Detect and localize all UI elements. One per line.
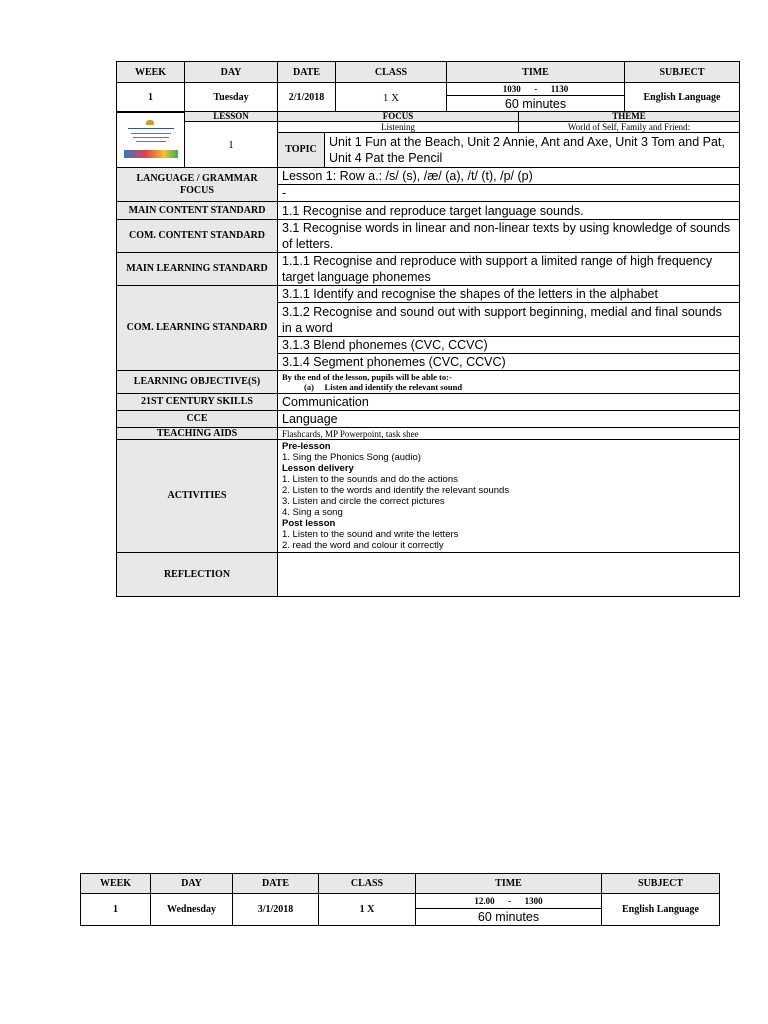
- date-header: DATE: [278, 62, 336, 83]
- theme-value: World of Self, Family and Friend:: [519, 122, 740, 133]
- com-content-standard-label: COM. CONTENT STANDARD: [117, 220, 278, 253]
- class-header: CLASS: [319, 874, 416, 894]
- reflection-value[interactable]: [278, 553, 740, 597]
- time-header: TIME: [416, 874, 602, 894]
- century-skills-label: 21ST CENTURY SKILLS: [117, 394, 278, 411]
- date-value: 3/1/2018: [233, 894, 319, 926]
- activities-post-heading: Post lesson: [282, 518, 336, 529]
- activities-label: ACTIVITIES: [117, 440, 278, 553]
- main-learning-standard-value: 1.1.1 Recognise and reproduce with support a limited range of high frequency target language phonemes: [278, 253, 740, 286]
- learning-objective-intro: By the end of the lesson, pupils will be able to:-: [282, 372, 452, 382]
- time-range: [416, 894, 602, 909]
- com-learning-standard-item: 3.1.1 Identify and recognise the shapes of the letters in the alphabet: [278, 286, 740, 303]
- school-logo: [117, 112, 185, 168]
- lesson1-header-table: [116, 61, 740, 113]
- activity-item: 1. Listen to the sound and write the letters: [282, 529, 459, 540]
- activities-delivery-heading: Lesson delivery: [282, 463, 354, 474]
- lesson1-body-table: [116, 111, 740, 597]
- activity-item: 1. Listen to the sounds and do the actions: [282, 474, 458, 485]
- focus-label: FOCUS: [278, 112, 519, 122]
- week-header: WEEK: [117, 62, 185, 83]
- date-header: DATE: [233, 874, 319, 894]
- lesson-label: LESSON: [185, 112, 278, 122]
- subject-header: SUBJECT: [625, 62, 740, 83]
- time-range: [447, 83, 625, 96]
- topic-value: Unit 1 Fun at the Beach, Unit 2 Annie, Ant and Axe, Unit 3 Tom and Pat, Unit 4 Pat the Pencil: [325, 133, 740, 168]
- activity-item: 2. read the word and colour it correctly: [282, 540, 444, 551]
- focus-value: Listening: [278, 122, 519, 133]
- class-header: CLASS: [336, 62, 447, 83]
- learning-objective-value: [278, 371, 740, 394]
- activities-pre-heading: Pre-lesson: [282, 441, 331, 452]
- subject-header: SUBJECT: [602, 874, 720, 894]
- time-separator: -: [508, 895, 512, 906]
- time-separator: -: [534, 83, 538, 94]
- main-learning-standard-label: MAIN LEARNING STANDARD: [117, 253, 278, 286]
- day-header: DAY: [185, 62, 278, 83]
- language-focus-value: Lesson 1: Row a.: /s/ (s), /æ/ (a), /t/ (t), /p/ (p): [278, 168, 740, 185]
- com-content-standard-value: 3.1 Recognise words in linear and non-linear texts by using knowledge of sounds of letters.: [278, 220, 740, 253]
- com-learning-standard-item: 3.1.3 Blend phonemes (CVC, CCVC): [278, 337, 740, 354]
- class-value: 1 X: [319, 894, 416, 926]
- time-duration: 60 minutes: [447, 96, 625, 113]
- class-value: 1 X: [336, 83, 447, 113]
- activity-item: 3. Listen and circle the correct pictures: [282, 496, 445, 507]
- time-duration: 60 minutes: [416, 909, 602, 926]
- com-learning-standard-label: COM. LEARNING STANDARD: [117, 286, 278, 371]
- topic-label: TOPIC: [278, 133, 325, 168]
- main-content-standard-label: MAIN CONTENT STANDARD: [117, 202, 278, 220]
- activity-item: 4. Sing a song: [282, 507, 343, 518]
- main-content-standard-value: 1.1 Recognise and reproduce target language sounds.: [278, 202, 740, 220]
- cce-value: Language: [278, 411, 740, 428]
- learning-objective-label: LEARNING OBJECTIVE(S): [117, 371, 278, 394]
- com-learning-standard-item: 3.1.4 Segment phonemes (CVC, CCVC): [278, 354, 740, 371]
- language-focus-label: LANGUAGE / GRAMMAR FOCUS: [117, 168, 278, 202]
- teaching-aids-value: Flashcards, MP Powerpoint, task shee: [278, 428, 740, 440]
- time-start: 1030: [502, 83, 521, 94]
- date-value: 2/1/2018: [278, 83, 336, 113]
- activity-item: 2. Listen to the words and identify the relevant sounds: [282, 485, 510, 496]
- activity-item: 1. Sing the Phonics Song (audio): [282, 452, 421, 463]
- learning-objective-item: (a) Listen and identify the relevant sound: [304, 382, 463, 392]
- century-skills-value: Communication: [278, 394, 740, 411]
- day-header: DAY: [151, 874, 233, 894]
- subject-value: English Language: [625, 83, 740, 113]
- time-start: 12.00: [474, 895, 495, 906]
- activities-list: [278, 440, 740, 553]
- time-end: 1300: [524, 895, 543, 906]
- week-header: WEEK: [81, 874, 151, 894]
- week-value: 1: [117, 83, 185, 113]
- theme-label: THEME: [519, 112, 740, 122]
- reflection-label: REFLECTION: [117, 553, 278, 597]
- lesson-value: 1: [185, 122, 278, 168]
- language-focus-extra: -: [278, 185, 740, 202]
- week-value: 1: [81, 894, 151, 926]
- school-emblem-icon: [118, 120, 184, 160]
- time-header: TIME: [447, 62, 625, 83]
- cce-label: CCE: [117, 411, 278, 428]
- day-value: Wednesday: [151, 894, 233, 926]
- time-end: 1130: [550, 83, 569, 94]
- com-learning-standard-item: 3.1.2 Recognise and sound out with support beginning, medial and final sounds in a word: [278, 303, 740, 337]
- lesson2-header-table: [80, 873, 720, 926]
- day-value: Tuesday: [185, 83, 278, 113]
- teaching-aids-label: TEACHING AIDS: [117, 428, 278, 440]
- subject-value: English Language: [602, 894, 720, 926]
